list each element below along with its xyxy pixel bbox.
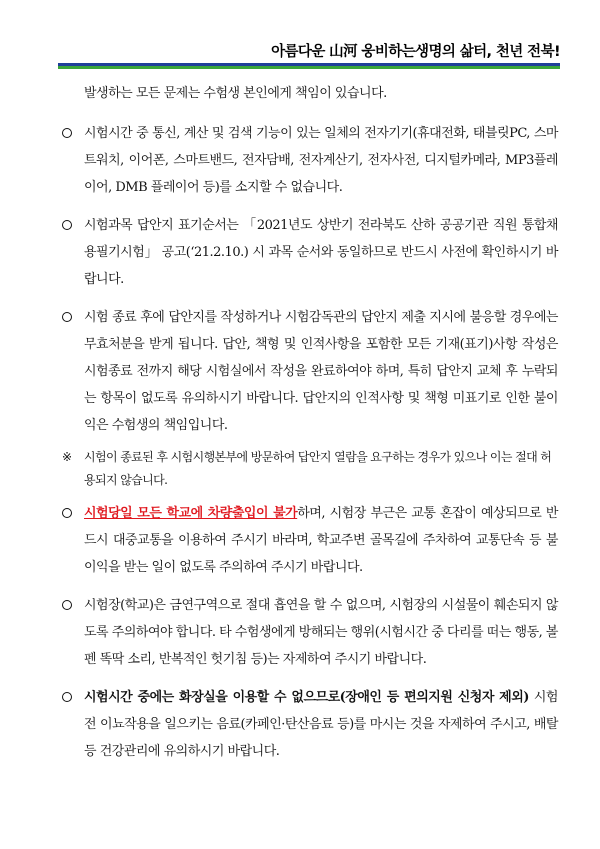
header-slogan: 아름다운 山河 웅비하는생명의 삶터, 천년 전북! xyxy=(271,44,560,60)
notice-text: 시험장(학교)은 금연구역으로 절대 흡연을 할 수 없으며, 시험장의 시설물이 훼손되지 않도록 주의하여야 합니다. 타 수험생에게 방해되는 행위(시험시간 중 다리를 떠는 행동, 볼펜 똑딱 소리, 반복적인 헛기침 등)는 자제하여 주시기 바랍니다. xyxy=(84,598,558,667)
notice-item-smoking xyxy=(58,592,558,673)
notice-text: 하며, 시험장 부근은 교통 혼잡이 예상되므로 반드시 대중교통을 이용하여 주시기 바라며, 학교주변 골목길에 주차하여 교통단속 등 불이익을 받는 일이 없도록 주의하여 주시기 바랍니다. xyxy=(84,506,558,575)
circle-bullet-icon xyxy=(62,220,72,230)
circle-bullet-icon xyxy=(62,692,72,702)
circle-bullet-icon xyxy=(62,508,72,518)
notice-body xyxy=(58,80,558,776)
notice-text: 시험 전 이뇨작용을 일으키는 음료(카페인·탄산음료 등)를 마시는 것을 자제하여 주시고, 배탈 등 건강관리에 유의하시기 바랍니다. xyxy=(84,690,558,759)
notice-item-electronics xyxy=(58,120,558,201)
notice-item-parking xyxy=(58,500,558,581)
notice-item-answer-sheet xyxy=(58,304,558,439)
circle-bullet-icon xyxy=(62,600,72,610)
notice-text: 시험시간 중 통신, 계산 및 검색 기능이 있는 일체의 전자기기(휴대전화, 태블릿PC, 스마트워치, 이어폰, 스마트밴드, 전자담배, 전자계산기, 전자사전, 디지털카메라, MP3플레이어, DMB 플레이어 등)를 소지할 수 없습니다. xyxy=(84,126,558,195)
reference-mark-icon: ※ xyxy=(62,450,72,464)
note-answer-review xyxy=(58,446,558,492)
notice-item-answer-order xyxy=(58,212,558,293)
vehicle-warning-text: 시험당일 모든 학교에 차량출입이 불가 xyxy=(84,506,298,521)
notice-text: 시험과목 답안지 표기순서는 「2021년도 상반기 전라북도 산하 공공기관 직원 통합채용필기시험」 공고(‘21.2.10.) 시 과목 순서와 동일하므로 반드시 사전에 확인하시기 바랍니다. xyxy=(84,218,558,287)
paragraph-continuation: 발생하는 모든 문제는 수험생 본인에게 책임이 있습니다. xyxy=(84,86,387,101)
notice-text: 시험 종료 후에 답안지를 작성하거나 시험감독관의 답안지 제출 지시에 불응할 경우에는 무효처분을 받게 됩니다. 답안, 책형 및 인적사항을 포함한 모든 기재(표기)사항 작성은 시험종료 전까지 해당 시험실에서 작성을 완료하여야 하며, 특히 답안지 교체 후 누락되는 항목이 없도록 유의하시기 바랍니다. 답안지의 인적사항 및 책형 미표기로 인한 불이익은 수험생의 책임입니다. xyxy=(84,310,558,433)
circle-bullet-icon xyxy=(62,312,72,322)
notice-item-restroom xyxy=(58,684,558,765)
header-rule-green xyxy=(58,66,560,69)
restroom-bold-text: 시험시간 중에는 화장실을 이용할 수 없으므로(장애인 등 편의지원 신청자 제외) xyxy=(84,690,529,705)
circle-bullet-icon xyxy=(62,128,72,138)
note-text: 시험이 종료된 후 시험시행본부에 방문하여 답안지 열람을 요구하는 경우가 있으나 이는 절대 허용되지 않습니다. xyxy=(84,450,552,487)
